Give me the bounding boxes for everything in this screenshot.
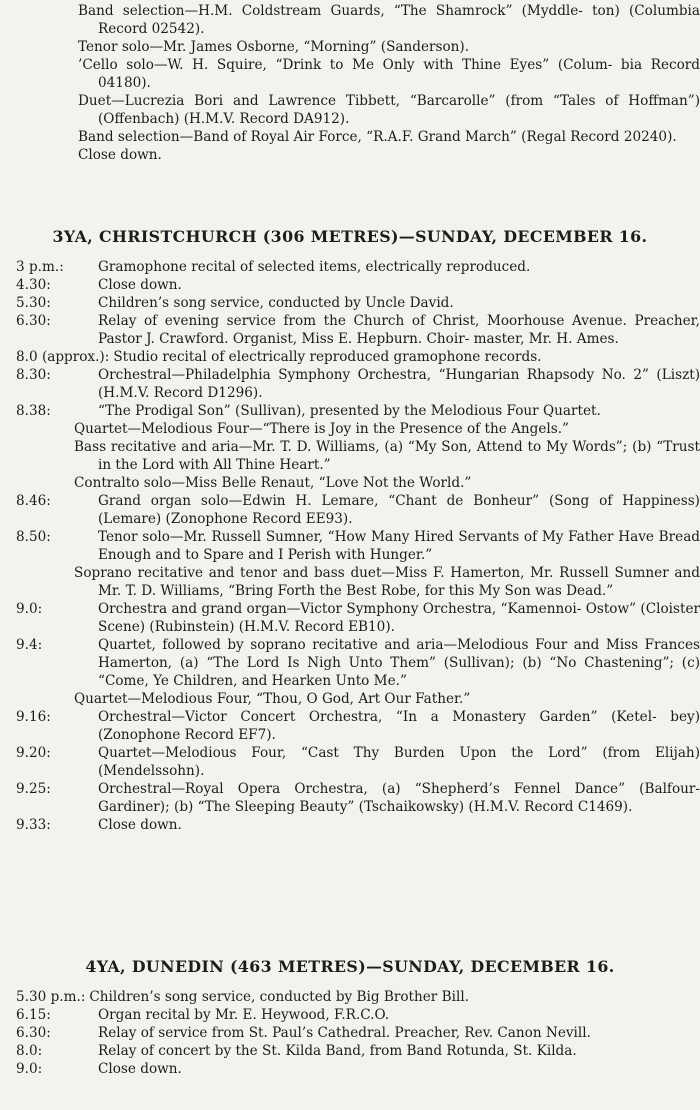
item-time: 3 p.m.: — [16, 259, 64, 275]
programme-item — [0, 92, 700, 128]
programme-item — [0, 276, 700, 294]
item-time: 6.15: — [16, 1007, 51, 1023]
item-text: Grand organ solo—Edwin H. Lemare, “Chant de Bonheur” (Song of Happiness) (Lemare) (Zonophone Record EE93). — [98, 493, 700, 527]
item-time: 8.50: — [16, 529, 51, 545]
programme-item — [0, 600, 700, 636]
item-time: 5.30 p.m.: — [16, 989, 86, 1005]
item-text: Gramophone recital of selected items, electrically reproduced. — [98, 259, 531, 275]
item-time: 8.0 (approx.): — [16, 349, 110, 365]
programme-item — [0, 1006, 700, 1024]
programme-item — [0, 38, 700, 56]
programme-item — [0, 56, 700, 92]
item-text: Quartet—Melodious Four, “Thou, O God, Art Our Father.” — [74, 691, 471, 707]
item-text: Close down. — [98, 277, 182, 293]
item-time: 8.0: — [16, 1043, 43, 1059]
item-text: Children’s song service, conducted by Big Brother Bill. — [89, 989, 469, 1005]
item-text: Orchestral—Royal Opera Orchestra, (a) “Shepherd’s Fennel Dance” (Balfour-Gardiner); (b) “The Sleeping Beauty” (Tschaikowsky) (H.M.V. Record C1469). — [98, 781, 700, 815]
item-text: Quartet, followed by soprano recitative and aria—Melodious Four and Miss Frances Hamerton, (a) “The Lord Is Nigh Unto Them” (Sullivan); (b) “No Chastening”; (c) “Come, Ye Children, and Hearken Unto Me.” — [98, 637, 700, 689]
programme-item — [0, 1024, 700, 1042]
item-time: 9.4: — [16, 637, 43, 653]
item-text: Children’s song service, conducted by Uncle David. — [98, 295, 454, 311]
programme-item — [0, 128, 700, 146]
item-text: Orchestral—Philadelphia Symphony Orchestra, “Hungarian Rhapsody No. 2” (Liszt) (H.M.V. Record D1296). — [98, 367, 700, 401]
programme-item — [0, 780, 700, 816]
item-text: Relay of concert by the St. Kilda Band, from Band Rotunda, St. Kilda. — [98, 1043, 577, 1059]
programme-item — [0, 2, 700, 38]
station-heading-4ya: 4YA, DUNEDIN (463 METRES)—SUNDAY, DECEMBER 16. — [85, 957, 615, 976]
programme-sub-item — [0, 690, 700, 708]
item-time: 9.0: — [16, 601, 43, 617]
item-text: Organ recital by Mr. E. Heywood, F.R.C.O. — [98, 1007, 390, 1023]
item-text: Orchestra and grand organ—Victor Symphony Orchestra, “Kamennoi- Ostow” (Cloister Scene) (Rubinstein) (H.M.V. Record EB10). — [98, 601, 700, 635]
station-heading-3ya: 3YA, CHRISTCHURCH (306 METRES)—SUNDAY, DECEMBER 16. — [52, 227, 648, 246]
item-time: 9.16: — [16, 709, 51, 725]
programme-item — [0, 744, 700, 780]
item-text: Close down. — [78, 147, 162, 163]
programme-item — [0, 1060, 700, 1078]
item-text: ’Cello solo—W. H. Squire, “Drink to Me Only with Thine Eyes” (Colum- bia Record 04180). — [78, 57, 700, 91]
item-text: Tenor solo—Mr. James Osborne, “Morning” (Sanderson). — [78, 39, 470, 55]
programme-item — [0, 636, 700, 690]
previous-programme-continuation — [0, 2, 700, 164]
programme-item — [0, 348, 700, 366]
item-time: 9.25: — [16, 781, 51, 797]
programme-sub-item — [0, 420, 700, 438]
item-text: Tenor solo—Mr. Russell Sumner, “How Many Hired Servants of My Father Have Bread Enough and to Spare and I Perish with Hunger.” — [98, 529, 700, 563]
programme-item — [0, 708, 700, 744]
programme-item — [0, 492, 700, 528]
item-time: 9.33: — [16, 817, 51, 833]
programme-item — [0, 1042, 700, 1060]
programme-item — [0, 258, 700, 276]
programme-item — [0, 146, 700, 164]
item-time: 6.30: — [16, 313, 51, 329]
dunedin-programme — [0, 988, 700, 1078]
item-text: Close down. — [98, 1061, 182, 1077]
christchurch-programme — [0, 258, 700, 834]
item-text: Quartet—Melodious Four—“There is Joy in the Presence of the Angels.” — [74, 421, 570, 437]
item-text: Relay of service from St. Paul’s Cathedral. Preacher, Rev. Canon Nevill. — [98, 1025, 591, 1041]
item-text: Studio recital of electrically reproduced gramophone records. — [113, 349, 542, 365]
item-time: 9.20: — [16, 745, 51, 761]
item-text: “The Prodigal Son” (Sullivan), presented by the Melodious Four Quartet. — [98, 403, 601, 419]
item-text: Close down. — [98, 817, 182, 833]
item-text: Quartet—Melodious Four, “Cast Thy Burden Upon the Lord” (from Elijah) (Mendelssohn). — [98, 745, 700, 779]
programme-sub-item — [0, 474, 700, 492]
item-time: 8.30: — [16, 367, 51, 383]
programme-item — [0, 402, 700, 420]
item-text: Band selection—Band of Royal Air Force, “R.A.F. Grand March” (Regal Record 20240). — [78, 129, 677, 145]
item-time: 6.30: — [16, 1025, 51, 1041]
programme-item — [0, 366, 700, 402]
item-text: Bass recitative and aria—Mr. T. D. Williams, (a) “My Son, Attend to My Words”; (b) “Trust in the Lord with All Thine Heart.” — [74, 439, 700, 473]
programme-item — [0, 294, 700, 312]
item-text: Orchestral—Victor Concert Orchestra, “In a Monastery Garden” (Ketel- bey) (Zonophone Record EF7). — [98, 709, 700, 743]
programme-item — [0, 816, 700, 834]
programme-sub-item — [0, 438, 700, 474]
programme-sub-item — [0, 564, 700, 600]
item-time: 9.0: — [16, 1061, 43, 1077]
item-time: 8.38: — [16, 403, 51, 419]
item-text: Contralto solo—Miss Belle Renaut, “Love Not the World.” — [74, 475, 472, 491]
item-text: Relay of evening service from the Church of Christ, Moorhouse Avenue. Preacher, Pastor J. Crawford. Organist, Miss E. Hepburn. Choir- master, Mr. H. Ames. — [98, 313, 700, 347]
programme-item — [0, 988, 700, 1006]
programme-item — [0, 312, 700, 348]
item-text: Duet—Lucrezia Bori and Lawrence Tibbett, “Barcarolle” (from “Tales of Hoffman”) (Offenbach) (H.M.V. Record DA912). — [78, 93, 700, 127]
programme-item — [0, 528, 700, 564]
item-text: Band selection—H.M. Coldstream Guards, “The Shamrock” (Myddle- ton) (Columbia Record 02542). — [78, 3, 700, 37]
item-text: Soprano recitative and tenor and bass duet—Miss F. Hamerton, Mr. Russell Sumner and Mr. T. D. Williams, “Bring Forth the Best Robe, for this My Son was Dead.” — [74, 565, 700, 599]
item-time: 5.30: — [16, 295, 51, 311]
item-time: 8.46: — [16, 493, 51, 509]
item-time: 4.30: — [16, 277, 51, 293]
